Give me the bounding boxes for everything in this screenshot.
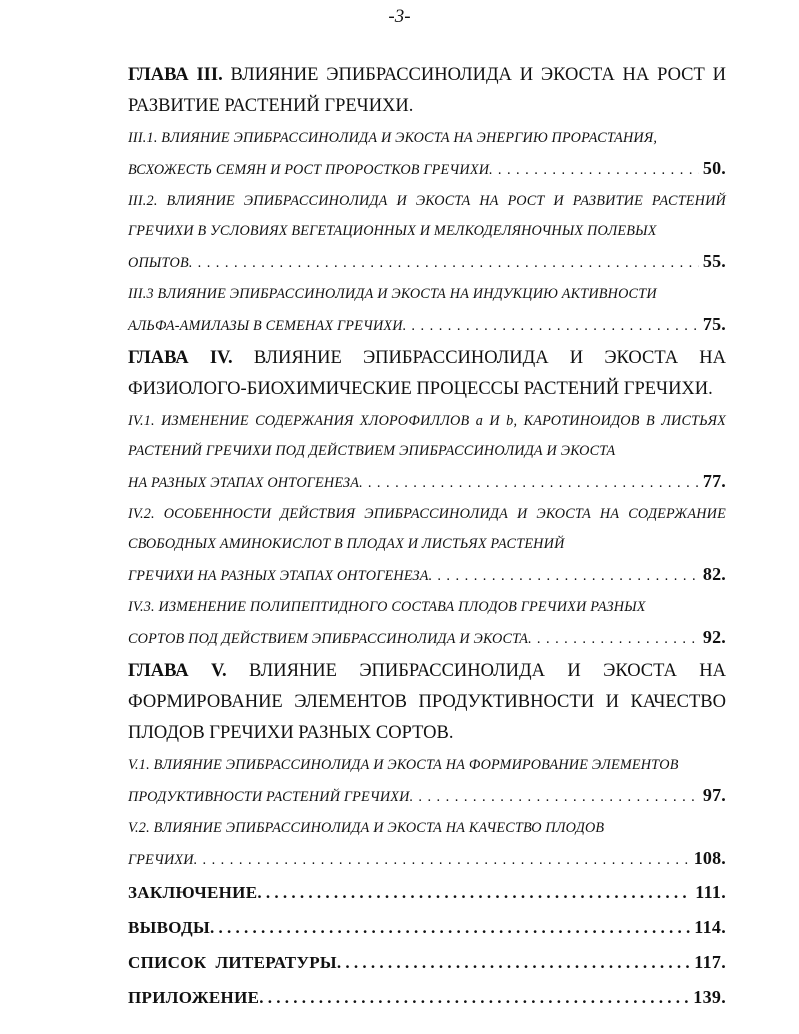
section-title-lead: III.2. ВЛИЯНИЕ ЭПИБРАССИНОЛИДА И ЭКОСТА НА РОСТ И РАЗВИТИЕ РАСТЕНИЙ ГРЕЧИХИ В УСЛОВИЯХ ВЕГЕТАЦИОННЫХ И МЕЛКОДЕЛЯНОЧНЫХ ПОЛЕВЫХ: [128, 193, 726, 239]
section-title-last: ПРОДУКТИВНОСТИ РАСТЕНИЙ ГРЕЧИХИ: [128, 789, 410, 805]
toc-section-5-1[interactable]: [128, 750, 726, 812]
chapter-title: ВЛИЯНИЕ ЭПИБРАССИНОЛИДА И ЭКОСТА НА ФОРМИРОВАНИЕ ЭЛЕМЕНТОВ ПРОДУКТИВНОСТИ И КАЧЕСТВО ПЛОДОВ ГРЕЧИХИ РАЗНЫХ СОРТОВ.: [128, 661, 726, 743]
page-ref: 139.: [693, 987, 726, 1007]
section-title-lead: III.1. ВЛИЯНИЕ ЭПИБРАССИНОЛИДА И ЭКОСТА НА ЭНЕРГИЮ ПРОРАСТАНИЯ,: [128, 130, 658, 146]
dot-leader: [259, 980, 689, 1015]
page-ref: 97.: [702, 785, 726, 805]
toc-entry-conclusion[interactable]: [128, 875, 726, 910]
section-title-last: НА РАЗНЫХ ЭТАПАХ ОНТОГЕНЕЗА: [128, 475, 360, 491]
entry-title: ПРИЛОЖЕНИЕ: [128, 988, 260, 1007]
dot-leader: [359, 468, 699, 498]
chapter-title: ВЛИЯНИЕ ЭПИБРАССИНОЛИДА И ЭКОСТА НА ФИЗИОЛОГО-БИОХИМИЧЕСКИЕ ПРОЦЕССЫ РАСТЕНИЙ ГРЕЧИХИ.: [128, 348, 726, 399]
dot-leader: [189, 248, 699, 278]
toc-entry-findings[interactable]: [128, 910, 726, 945]
dot-leader: [528, 624, 699, 654]
toc-section-4-3[interactable]: [128, 592, 726, 654]
toc-entry-references[interactable]: [128, 945, 726, 980]
section-title-lead: III.3 ВЛИЯНИЕ ЭПИБРАССИНОЛИДА И ЭКОСТА НА ИНДУКЦИЮ АКТИВНОСТИ: [128, 286, 657, 302]
dot-leader: [429, 561, 699, 591]
chapter-4-heading: [128, 343, 726, 405]
dot-leader: [410, 782, 699, 812]
dot-leader: [403, 311, 699, 341]
page-ref: 111.: [695, 882, 726, 902]
entry-title: ЗАКЛЮЧЕНИЕ: [128, 883, 258, 902]
dot-leader: [489, 155, 699, 185]
toc-entry-appendix[interactable]: [128, 980, 726, 1015]
chapter-title: ВЛИЯНИЕ ЭПИБРАССИНОЛИДА И ЭКОСТА НА РОСТ И РАЗВИТИЕ РАСТЕНИЙ ГРЕЧИХИ.: [128, 65, 726, 116]
page-ref: 108.: [693, 848, 726, 868]
toc-section-3-3[interactable]: [128, 279, 726, 341]
section-title-last: АЛЬФА-АМИЛАЗЫ В СЕМЕНАХ ГРЕЧИХИ: [128, 318, 403, 334]
page-ref: 75.: [702, 314, 726, 334]
chapter-5-heading: [128, 656, 726, 749]
section-title-lead: IV.3. ИЗМЕНЕНИЕ ПОЛИПЕПТИДНОГО СОСТАВА ПЛОДОВ ГРЕЧИХИ РАЗНЫХ: [128, 599, 646, 615]
section-title-lead: IV.1. ИЗМЕНЕНИЕ СОДЕРЖАНИЯ ХЛОРОФИЛЛОВ а И b, КАРОТИНОИДОВ В ЛИСТЬЯХ РАСТЕНИЙ ГРЕЧИХИ ПОД ДЕЙСТВИЕМ ЭПИБРАССИНОЛИДА И ЭКОСТА: [128, 413, 726, 459]
section-title-lead: V.1. ВЛИЯНИЕ ЭПИБРАССИНОЛИДА И ЭКОСТА НА ФОРМИРОВАНИЕ ЭЛЕМЕНТОВ: [128, 757, 679, 773]
table-of-contents: [128, 58, 726, 1015]
chapter-3-heading: [128, 60, 726, 122]
toc-section-3-1[interactable]: [128, 123, 726, 185]
section-title-lead: IV.2. ОСОБЕННОСТИ ДЕЙСТВИЯ ЭПИБРАССИНОЛИДА И ЭКОСТА НА СОДЕРЖАНИЕ СВОБОДНЫХ АМИНОКИСЛОТ В ПЛОДАХ И ЛИСТЬЯХ РАСТЕНИЙ: [128, 506, 726, 552]
dot-leader: [210, 910, 690, 945]
section-title-lead: V.2. ВЛИЯНИЕ ЭПИБРАССИНОЛИДА И ЭКОСТА НА КАЧЕСТВО ПЛОДОВ: [128, 820, 605, 836]
dot-leader: [337, 945, 690, 980]
toc-section-4-2[interactable]: [128, 499, 726, 591]
section-title-last: ОПЫТОВ: [128, 255, 189, 271]
entry-title: ВЫВОДЫ: [128, 918, 210, 937]
page-ref: 117.: [694, 952, 726, 972]
entry-title: СПИСОК ЛИТЕРАТУРЫ: [128, 953, 337, 972]
page-ref: 55.: [702, 251, 726, 271]
chapter-label: ГЛАВА III.: [128, 65, 223, 85]
toc-section-3-2[interactable]: [128, 186, 726, 278]
section-title-last: СОРТОВ ПОД ДЕЙСТВИЕМ ЭПИБРАССИНОЛИДА И ЭКОСТА: [128, 631, 529, 647]
page-ref: 50.: [702, 158, 726, 178]
toc-section-4-1[interactable]: [128, 406, 726, 498]
page-ref: 82.: [702, 564, 726, 584]
section-title-last: ВСХОЖЕСТЬ СЕМЯН И РОСТ ПРОРОСТКОВ ГРЕЧИХИ: [128, 162, 490, 178]
page-ref: 92.: [702, 627, 726, 647]
dot-leader: [257, 875, 691, 910]
chapter-label: ГЛАВА IV.: [128, 348, 233, 368]
dot-leader: [194, 845, 690, 875]
page-ref: 114.: [694, 917, 726, 937]
toc-section-5-2[interactable]: [128, 813, 726, 875]
page-number: -3-: [388, 6, 411, 27]
section-title-last: ГРЕЧИХИ: [128, 852, 194, 868]
section-title-last: ГРЕЧИХИ НА РАЗНЫХ ЭТАПАХ ОНТОГЕНЕЗА: [128, 568, 429, 584]
chapter-label: ГЛАВА V.: [128, 661, 227, 681]
page-ref: 77.: [702, 471, 726, 491]
